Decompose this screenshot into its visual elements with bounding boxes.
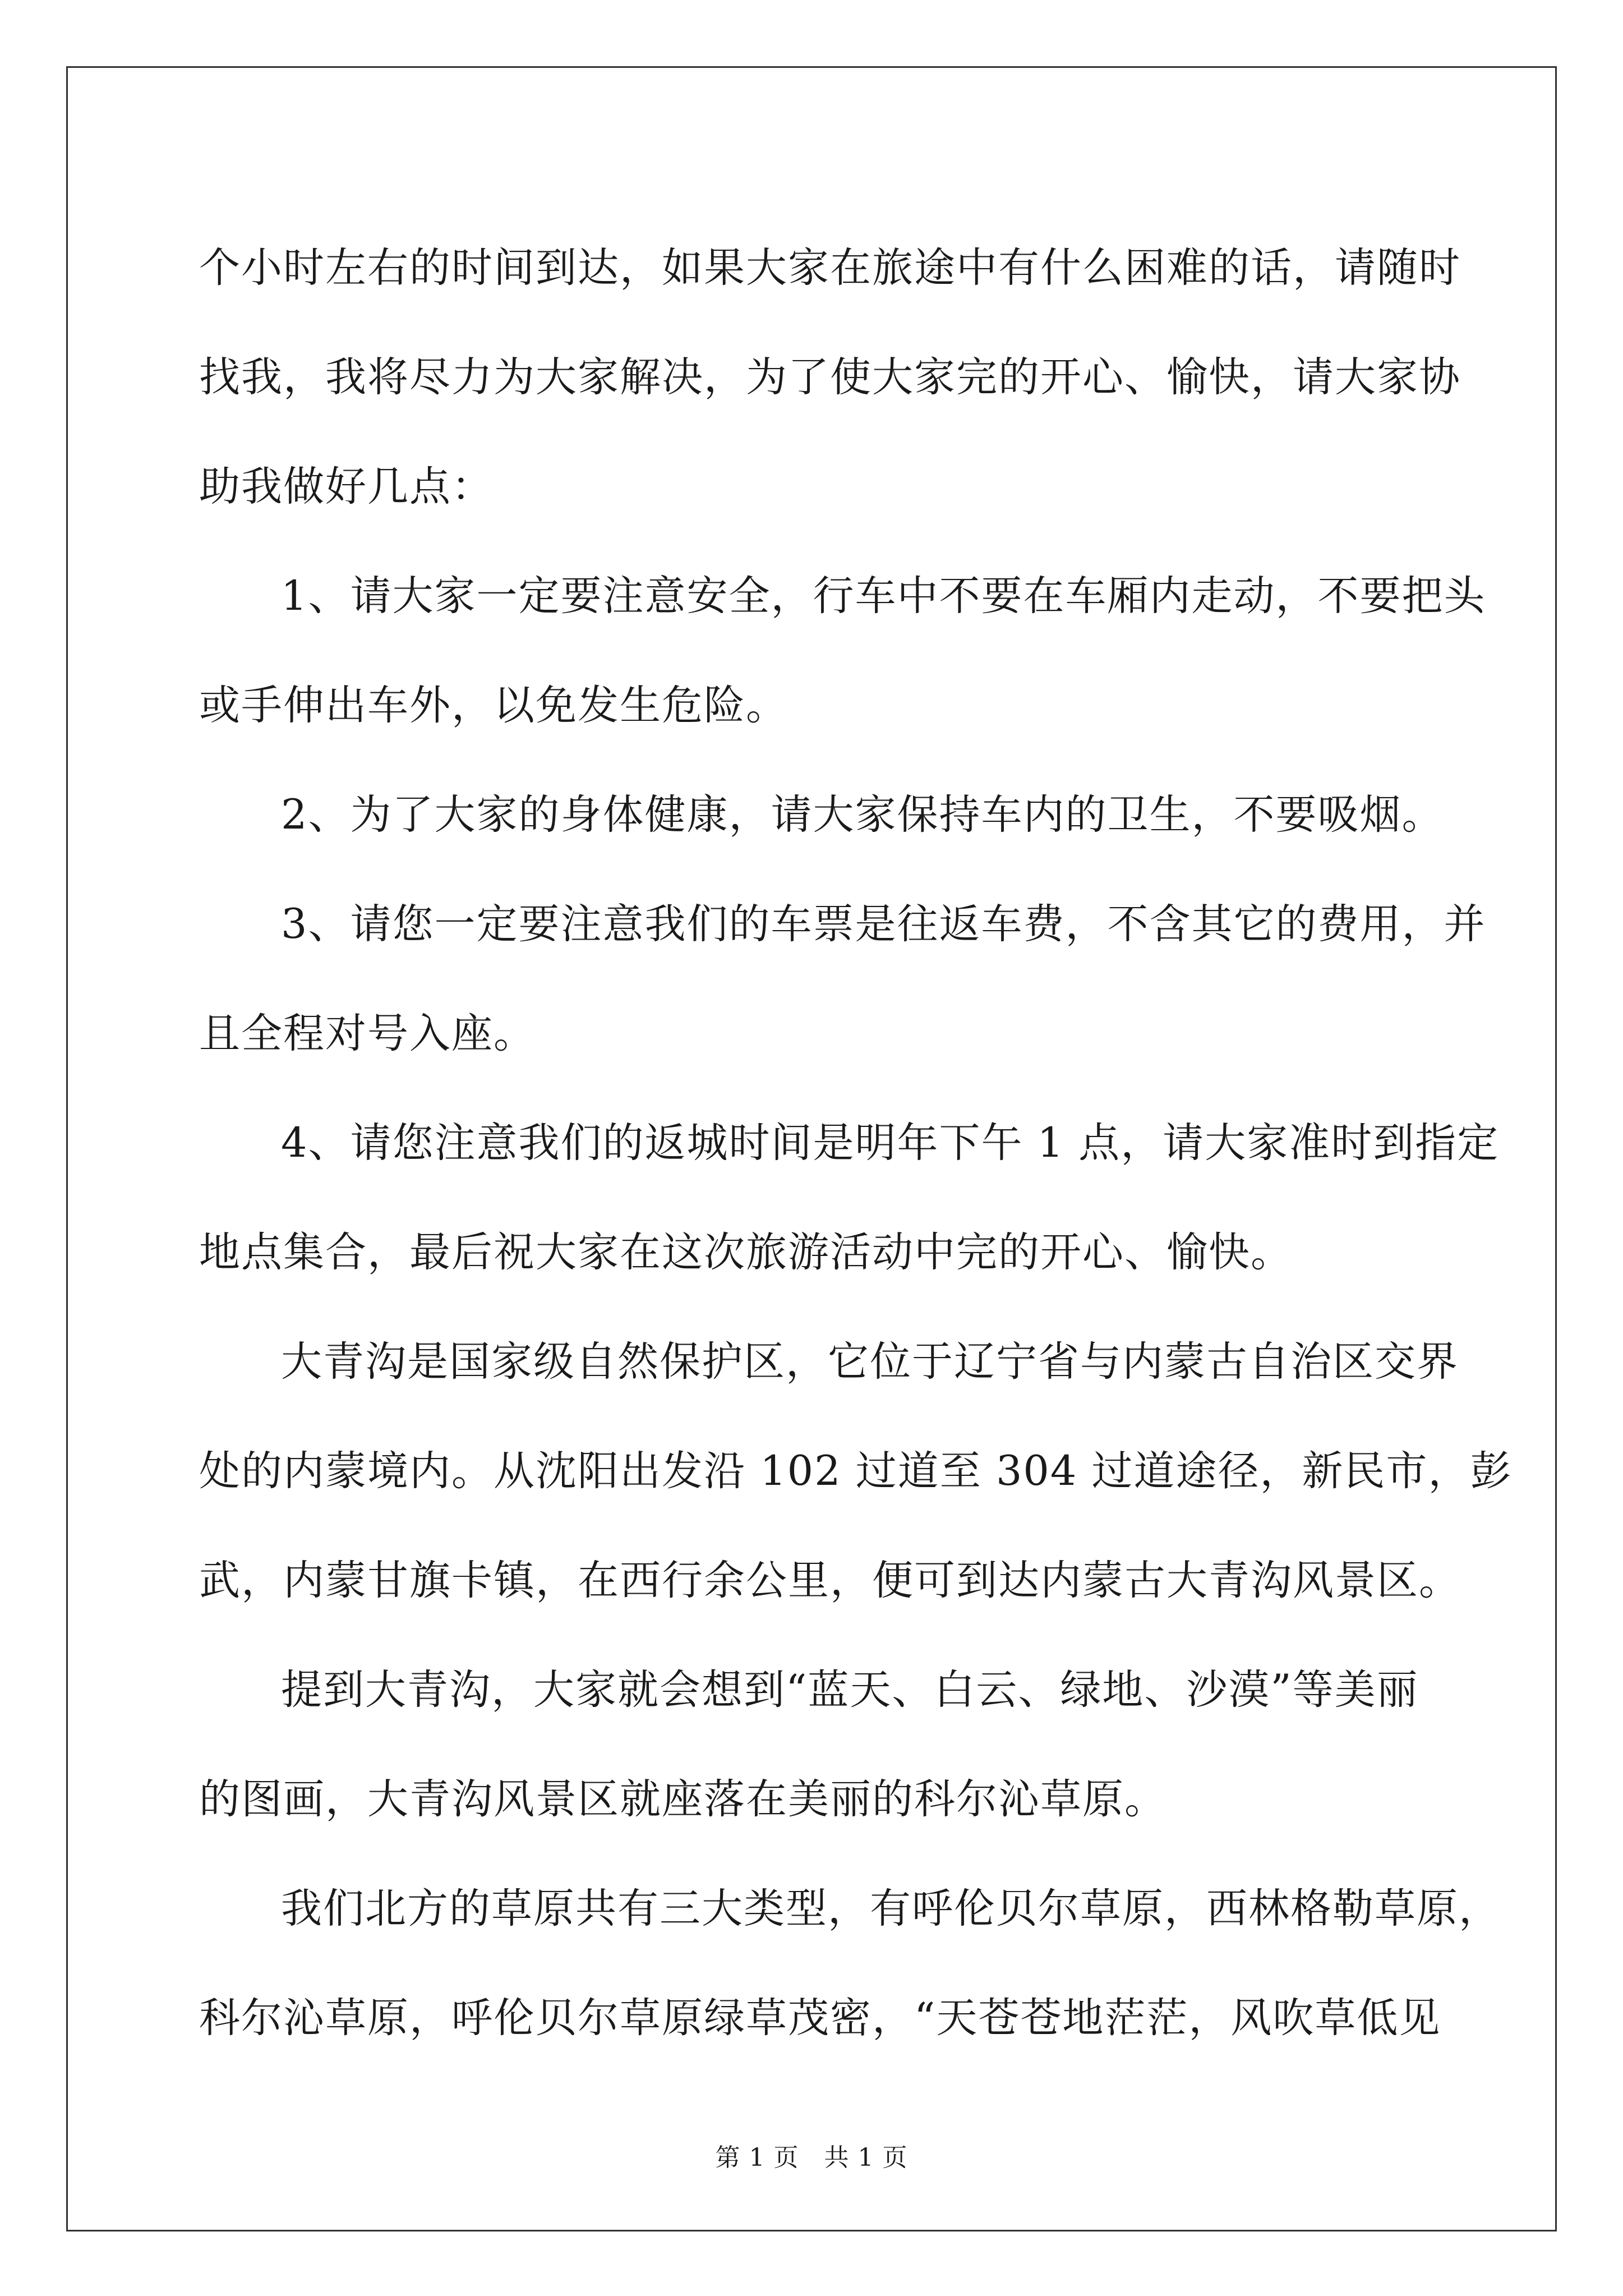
text-line: 1、请大家一定要注意安全，行车中不要在车厢内走动，不要把头 xyxy=(281,572,1486,620)
document-body xyxy=(199,213,1513,2073)
text-line: 助我做好几点： xyxy=(199,463,494,510)
page-number-footer: 第 1 页 共 1 页 xyxy=(715,2143,908,2172)
text-line: 大青沟是国家级自然保护区，它位于辽宁省与内蒙古自治区交界 xyxy=(281,1338,1459,1386)
paragraph-5 xyxy=(199,1088,1500,1307)
text-line: 的图画，大青沟风景区就座落在美丽的科尔沁草原。 xyxy=(199,1775,1166,1823)
text-line: 找我，我将尽力为大家解决，为了使大家完的开心、愉快，请大家协 xyxy=(199,353,1461,401)
paragraph-4 xyxy=(199,869,1486,1088)
paragraph-7 xyxy=(199,1635,1430,1854)
paragraph-1 xyxy=(199,213,1461,541)
paragraph-2 xyxy=(199,541,1486,760)
text-line: 个小时左右的时间到达，如果大家在旅途中有什么困难的话，请随时 xyxy=(199,244,1461,292)
paragraph-3 xyxy=(199,760,1444,869)
text-line: 3、请您一定要注意我们的车票是往返车费，不含其它的费用，并 xyxy=(281,900,1486,948)
text-line: 地点集合，最后祝大家在这次旅游活动中完的开心、愉快。 xyxy=(199,1228,1293,1276)
text-line: 我们北方的草原共有三大类型，有呼伦贝尔草原，西林格勒草原， xyxy=(281,1885,1501,1932)
text-line: 且全程对号入座。 xyxy=(199,1010,536,1057)
paragraph-8 xyxy=(199,1854,1501,2073)
paragraph-6 xyxy=(199,1307,1513,1635)
text-line: 2、为了大家的身体健康，请大家保持车内的卫生，不要吸烟。 xyxy=(281,791,1444,839)
text-line: 或手伸出车外，以免发生危险。 xyxy=(199,682,788,729)
text-line: 4、请您注意我们的返城时间是明年下午 1 点，请大家准时到指定 xyxy=(281,1119,1500,1167)
text-line: 处的内蒙境内。从沈阳出发沿 102 过道至 304 过道途径，新民市，彭 xyxy=(199,1447,1513,1495)
text-line: 提到大青沟，大家就会想到“蓝天、白云、绿地、沙漠”等美丽 xyxy=(281,1666,1419,1714)
text-line: 武，内蒙甘旗卡镇，在西行余公里，便可到达内蒙古大青沟风景区。 xyxy=(199,1557,1461,1604)
text-line: 科尔沁草原，呼伦贝尔草原绿草茂密，“天苍苍地茫茫，风吹草低见 xyxy=(199,1994,1441,2042)
